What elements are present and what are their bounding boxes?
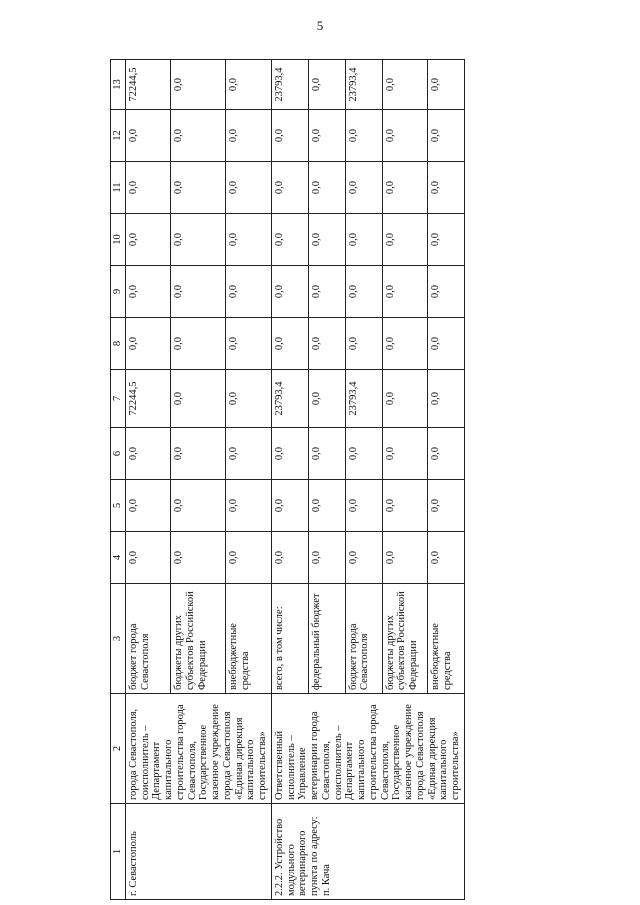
column-number-10: 10	[111, 214, 126, 266]
value-cell: 0,0	[226, 428, 271, 480]
value-cell: 0,0	[345, 162, 382, 214]
value-cell: 0,0	[427, 110, 464, 162]
value-cell: 0,0	[427, 60, 464, 110]
value-cell: 0,0	[171, 428, 226, 480]
value-cell: 0,0	[308, 532, 345, 584]
column-number-13: 13	[111, 60, 126, 110]
column-number-12: 12	[111, 110, 126, 162]
value-cell: 0,0	[271, 214, 308, 266]
value-cell: 0,0	[308, 110, 345, 162]
block1-object-cell: г. Севастополь	[125, 804, 271, 900]
value-cell: 0,0	[345, 110, 382, 162]
value-cell: 23793,4	[271, 60, 308, 110]
funding-source-cell: бюджеты других субъектов Российской Федерации	[171, 584, 226, 694]
block2-object-cell: 2.2.2. Устройство модульного ветеринарного пункта по адресу: п. Кача	[271, 804, 464, 900]
value-cell: 0,0	[308, 370, 345, 428]
value-cell: 0,0	[125, 266, 170, 318]
value-cell: 0,0	[382, 370, 427, 428]
value-cell: 72244,5	[125, 370, 170, 428]
value-cell: 0,0	[427, 318, 464, 370]
value-cell: 0,0	[308, 266, 345, 318]
funding-source-cell: внебюджетные средства	[226, 584, 271, 694]
value-cell: 0,0	[427, 480, 464, 532]
funding-source-cell: бюджеты других субъектов Российской Федерации	[382, 584, 427, 694]
value-cell: 0,0	[382, 532, 427, 584]
value-cell: 0,0	[226, 162, 271, 214]
table-row	[271, 60, 308, 900]
block2-executor-cell: Ответственный исполнитель – Управление ветеринарии города Севастополя, соисполнитель – Департамент капитального строительства города Севастополя, Государственное казенное учреждение города Севастополя «Единая дирекция капитального строительства»	[271, 694, 464, 804]
value-cell: 0,0	[308, 214, 345, 266]
value-cell: 0,0	[226, 480, 271, 532]
column-number-4: 4	[111, 532, 126, 584]
column-number-9: 9	[111, 266, 126, 318]
value-cell: 0,0	[271, 532, 308, 584]
value-cell: 0,0	[226, 60, 271, 110]
funding-source-cell: федеральный бюджет	[308, 584, 345, 694]
funding-source-cell: внебюджетные средства	[427, 584, 464, 694]
table-rotator	[110, 60, 510, 900]
column-number-3: 3	[111, 584, 126, 694]
value-cell: 0,0	[345, 428, 382, 480]
value-cell: 0,0	[427, 214, 464, 266]
block1-executor-cell: города Севастополя, соисполнитель – Департамент капитального строительства города Севастополя, Государственное казенное учреждение города Севастополя «Единая дирекция капитального строительства»	[125, 694, 271, 804]
column-number-5: 5	[111, 480, 126, 532]
funding-source-cell: бюджет города Севастополя	[125, 584, 170, 694]
value-cell: 0,0	[308, 480, 345, 532]
value-cell: 0,0	[382, 60, 427, 110]
value-cell: 0,0	[226, 214, 271, 266]
column-number-2: 2	[111, 694, 126, 804]
value-cell: 0,0	[226, 110, 271, 162]
value-cell: 0,0	[271, 266, 308, 318]
value-cell: 0,0	[125, 428, 170, 480]
value-cell: 23793,4	[345, 370, 382, 428]
funding-source-cell: бюджет города Севастополя	[345, 584, 382, 694]
column-number-8: 8	[111, 318, 126, 370]
value-cell: 0,0	[171, 370, 226, 428]
table-row	[125, 60, 170, 900]
value-cell: 0,0	[125, 480, 170, 532]
value-cell: 0,0	[427, 428, 464, 480]
value-cell: 0,0	[382, 162, 427, 214]
value-cell: 0,0	[171, 60, 226, 110]
value-cell: 0,0	[382, 110, 427, 162]
value-cell: 0,0	[171, 110, 226, 162]
value-cell: 0,0	[308, 318, 345, 370]
column-number-1: 1	[111, 804, 126, 900]
column-number-6: 6	[111, 428, 126, 480]
value-cell: 0,0	[427, 532, 464, 584]
value-cell: 0,0	[427, 370, 464, 428]
value-cell: 0,0	[125, 318, 170, 370]
value-cell: 0,0	[171, 162, 226, 214]
value-cell: 72244,5	[125, 60, 170, 110]
page-number: 5	[316, 18, 324, 33]
value-cell: 0,0	[125, 110, 170, 162]
value-cell: 0,0	[427, 266, 464, 318]
value-cell: 0,0	[382, 214, 427, 266]
column-number-7: 7	[111, 370, 126, 428]
value-cell: 0,0	[271, 110, 308, 162]
value-cell: 0,0	[345, 214, 382, 266]
value-cell: 0,0	[271, 428, 308, 480]
value-cell: 0,0	[171, 214, 226, 266]
value-cell: 0,0	[345, 266, 382, 318]
value-cell: 0,0	[345, 318, 382, 370]
header-row	[111, 60, 126, 900]
value-cell: 23793,4	[345, 60, 382, 110]
value-cell: 0,0	[345, 480, 382, 532]
rotated-table-area	[110, 60, 640, 896]
value-cell: 0,0	[345, 532, 382, 584]
value-cell: 0,0	[382, 480, 427, 532]
funding-source-cell: всего, в том числе:	[271, 584, 308, 694]
value-cell: 0,0	[171, 266, 226, 318]
value-cell: 0,0	[226, 318, 271, 370]
value-cell: 0,0	[171, 318, 226, 370]
value-cell: 0,0	[226, 532, 271, 584]
value-cell: 23793,4	[271, 370, 308, 428]
value-cell: 0,0	[125, 532, 170, 584]
value-cell: 0,0	[308, 162, 345, 214]
value-cell: 0,0	[271, 318, 308, 370]
value-cell: 0,0	[271, 480, 308, 532]
column-number-11: 11	[111, 162, 126, 214]
value-cell: 0,0	[226, 266, 271, 318]
value-cell: 0,0	[382, 266, 427, 318]
value-cell: 0,0	[171, 532, 226, 584]
value-cell: 0,0	[382, 428, 427, 480]
value-cell: 0,0	[125, 162, 170, 214]
value-cell: 0,0	[226, 370, 271, 428]
value-cell: 0,0	[427, 162, 464, 214]
value-cell: 0,0	[308, 428, 345, 480]
value-cell: 0,0	[271, 162, 308, 214]
value-cell: 0,0	[125, 214, 170, 266]
value-cell: 0,0	[382, 318, 427, 370]
value-cell: 0,0	[308, 60, 345, 110]
program-financing-table	[110, 59, 465, 900]
value-cell: 0,0	[171, 480, 226, 532]
